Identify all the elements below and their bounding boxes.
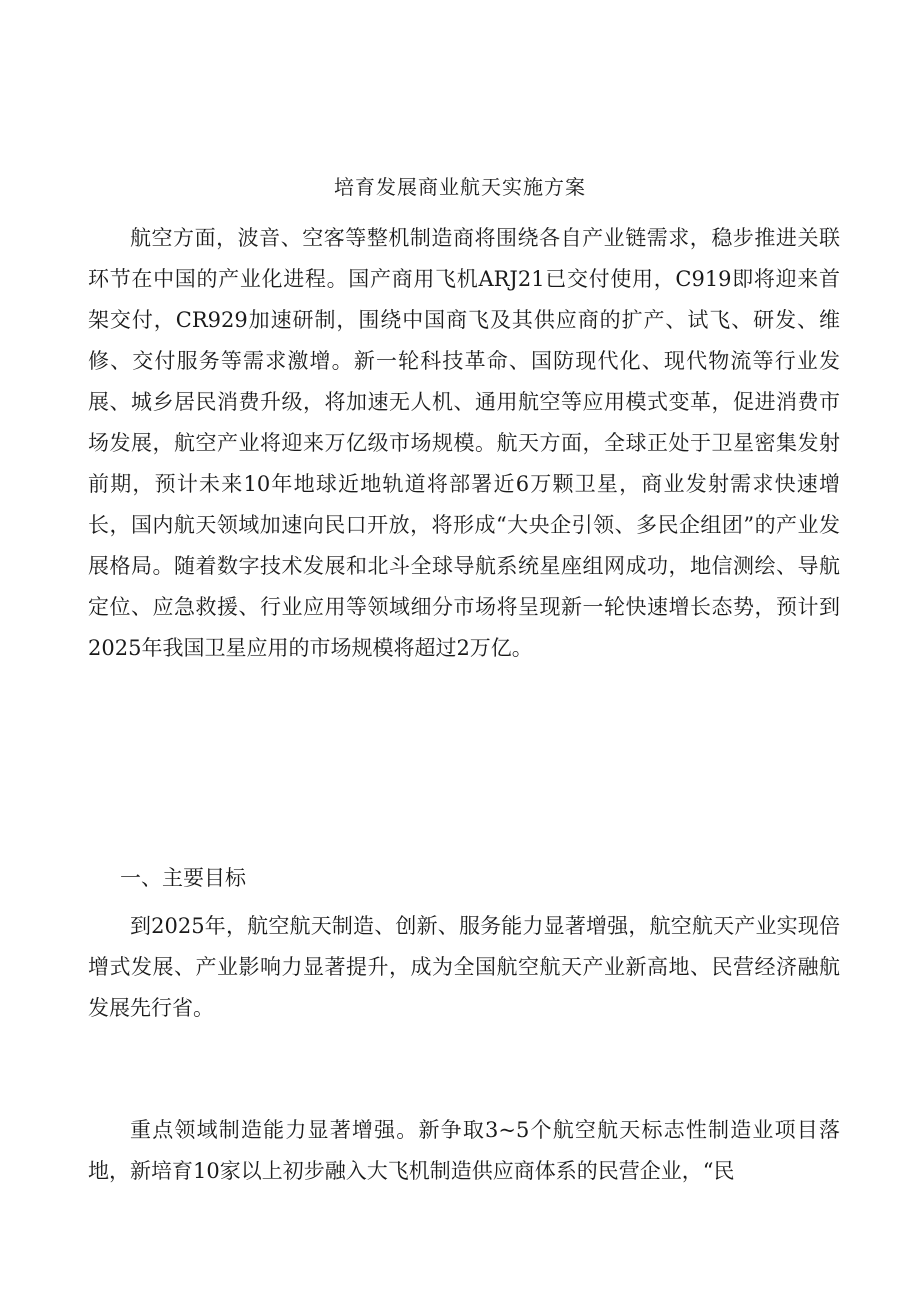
body-paragraph: 航空方面，波音、空客等整机制造商将围绕各自产业链需求，稳步推进关联环节在中国的产业化进程。国产商用飞机ARJ21已交付使用，C919即将迎来首架交付，CR929加速研制，围绕中国商飞及其供应商的扩产、试飞、研发、维修、交付服务等需求激增。新一轮科技革命、国防现代化、现代物流等行业发展、城乡居民消费升级，将加速无人机、通用航空等应用模式变革，促进消费市场发展，航空产业将迎来万亿级市场规模。航天方面，全球正处于卫星密集发射前期，预计未来10年地球近地轨道将部署近6万颗卫星，商业发射需求快速增长，国内航天领域加速向民口开放，将形成“大央企引领、多民企组团”的产业发展格局。随着数字技术发展和北斗全球导航系统星座组网成功，地信测绘、导航定位、应急救援、行业应用等领域细分市场将呈现新一轮快速增长态势，预计到2025年我国卫星应用的市场规模将超过2万亿。: [88, 226, 840, 660]
body-paragraph: 到2025年，航空航天制造、创新、服务能力显著增强，航空航天产业实现倍增式发展、产业影响力显著提升，成为全国航空航天产业新高地、民营经济融航发展先行省。: [88, 914, 840, 1020]
section-heading: 一、主要目标: [120, 866, 246, 890]
document-title: 培育发展商业航天实施方案: [334, 175, 586, 199]
body-paragraph: 重点领域制造能力显著增强。新争取3~5个航空航天标志性制造业项目落地，新培育10家以上初步融入大飞机制造供应商体系的民营企业，“民: [88, 1118, 840, 1183]
